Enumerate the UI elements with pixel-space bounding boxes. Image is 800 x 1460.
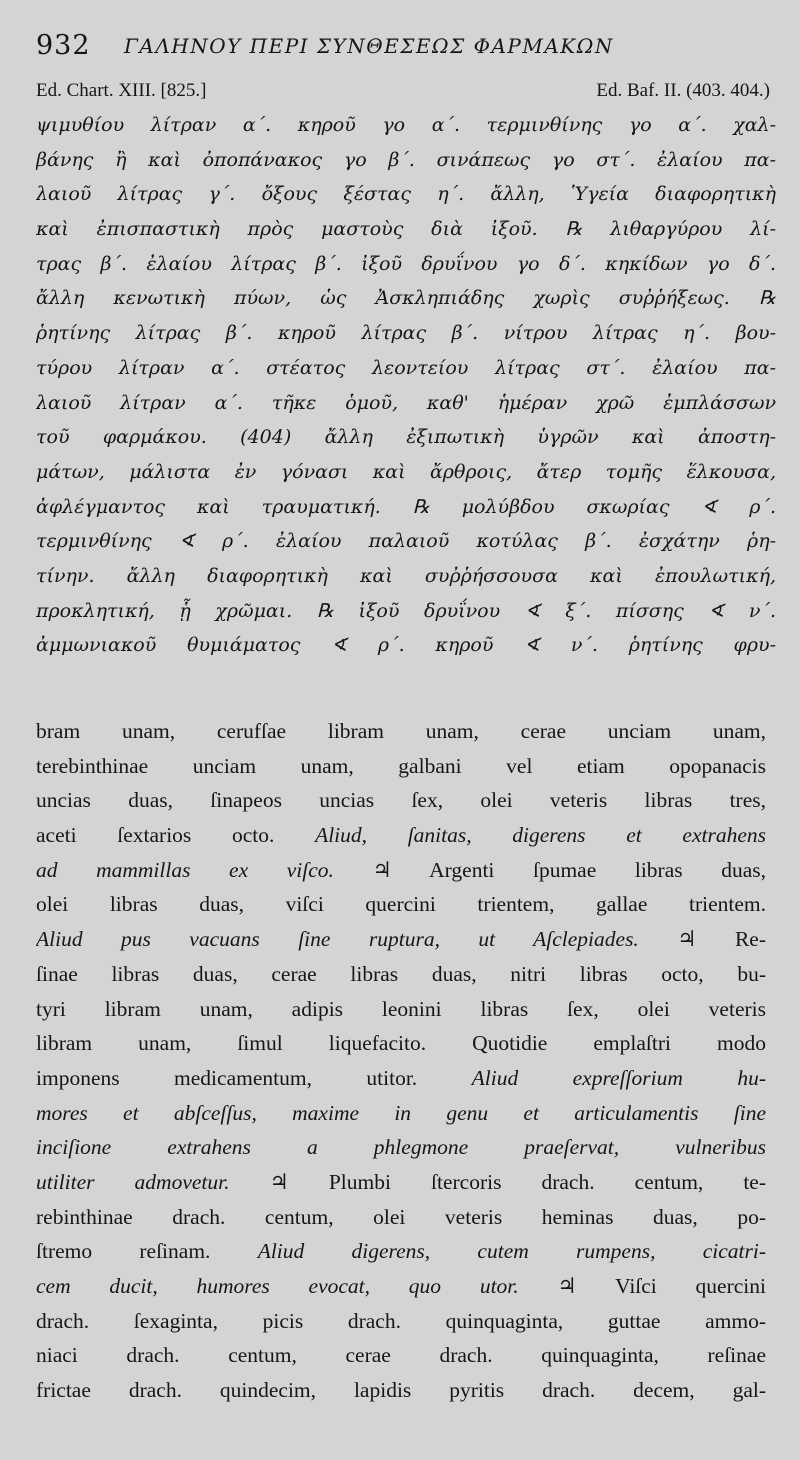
latin-roman-segment: ♃ Argenti ſpumae libras duas, [333, 857, 766, 882]
latin-roman-segment: uncias duas, ſinapeos uncias ſex, olei veteris libras tres, [36, 788, 766, 813]
latin-roman-segment: rebinthinae drach. centum, olei veteris heminas duas, po- [36, 1204, 766, 1229]
latin-italic-segment: Aliud expreſſorium hu- [471, 1065, 766, 1090]
latin-italic-segment: ad mammillas ex viſco. [36, 857, 334, 882]
latin-text-line [36, 992, 766, 1027]
latin-roman-segment: drach. ſexaginta, picis drach. quinquaginta, guttae ammo- [36, 1308, 766, 1333]
edition-reference-line [36, 80, 770, 108]
greek-text-line: τρας β΄. ἐλαίου λίτρας β΄. ἰξοῦ δρυΐνου γο δ΄. κηκίδων γο δ΄. [36, 252, 776, 275]
latin-text-line [36, 853, 766, 888]
latin-roman-segment: ♃ Viſci quercini [518, 1274, 766, 1298]
latin-text-line [36, 1269, 766, 1304]
latin-roman-segment: frictae drach. quindecim, lapidis pyritis drach. decem, gal- [36, 1378, 766, 1403]
latin-text-line [36, 1096, 766, 1131]
greek-text-line: ἄλλη κενωτικὴ πύων, ὡς Ἀσκληπιάδης χωρὶς συῤῥήξεως. ℞ [36, 287, 776, 310]
greek-text-line: βάνης ἢ καὶ ὀποπάνακος γο β΄. σινάπεως γο στ΄. ἐλαίου πα- [36, 148, 776, 171]
latin-text-block [36, 714, 766, 1408]
latin-italic-segment: Aliud digerens, cutem rumpens, cicatri- [257, 1239, 766, 1264]
greek-text-line: ψιμυθίου λίτραν α΄. κηροῦ γο α΄. τερμινθίνης γο α΄. χαλ- [36, 114, 776, 136]
latin-roman-segment: imponens medicamentum, utitor. [36, 1065, 472, 1090]
latin-text-line [36, 957, 766, 992]
latin-italic-segment: Aliud, ſanitas, digerens et extrahens [315, 823, 766, 848]
running-title: ΓΑΛΗΝΟΥ ΠΕΡΙ ΣΥΝΘΕΣΕΩΣ ΦΑΡΜΑΚΩΝ [124, 34, 614, 58]
latin-text-line [36, 1373, 766, 1408]
latin-italic-segment: utiliter admovetur. [36, 1169, 230, 1194]
greek-text-line: τύρου λίτραν α΄. στέατος λεοντείου λίτρας στ΄. ἐλαίου πα- [36, 356, 776, 379]
latin-text-line [36, 887, 766, 922]
latin-text-line [36, 1234, 766, 1269]
greek-text-line: μάτων, μάλιστα ἐν γόνασι καὶ ἄρθροις, ἄτερ τομῆς ἕλκουσα, [36, 460, 776, 483]
latin-roman-segment: tyri libram unam, adipis leonini libras ſex, olei veteris [36, 996, 766, 1021]
latin-italic-segment: cem ducit, humores evocat, quo utor. [36, 1274, 519, 1298]
latin-roman-segment: niaci drach. centum, cerae drach. quinquaginta, reſinae [36, 1343, 766, 1368]
greek-text-line: τοῦ φαρμάκου. (404) ἄλλη ἐξιπωτικὴ ὑγρῶν καὶ ἀποστη- [36, 426, 776, 449]
greek-text-line: λαιοῦ λίτραν α΄. τῆκε ὁμοῦ, καθ' ἡμέραν χρῶ ἐμπλάσσων [36, 391, 776, 414]
latin-text-line [36, 714, 766, 749]
greek-text-line: λαιοῦ λίτρας γ΄. ὄξους ξέστας η΄. ἄλλη, Ὑγεία διαφορητικὴ [36, 183, 776, 206]
latin-text-line [36, 1304, 766, 1339]
latin-text-line [36, 1200, 766, 1235]
edition-reference-basel: Ed. Baf. II. (403. 404.) [596, 80, 770, 101]
latin-text-line [36, 1061, 766, 1096]
latin-text-line [36, 783, 766, 818]
latin-italic-segment: inciſione extrahens a phlegmone praeſervat, vulneribus [36, 1135, 766, 1160]
latin-roman-segment: terebinthinae unciam unam, galbani vel etiam opopanacis [36, 753, 766, 778]
greek-text-line: τίνην. ἄλλη διαφορητικὴ καὶ συῤῥήσσουσα καὶ ἐπουλωτική, [36, 564, 776, 587]
latin-text-line [36, 1026, 766, 1061]
latin-roman-segment: bram unam, cerufſae libram unam, cerae unciam unam, [36, 719, 766, 743]
greek-text-line: τερμινθίνης ∢ ρ΄. ἐλαίου παλαιοῦ κοτύλας β΄. ἐσχάτην ῥη- [36, 530, 776, 553]
latin-text-line [36, 1130, 766, 1165]
latin-text-line [36, 922, 766, 957]
latin-roman-segment: libram unam, ſimul liquefacito. Quotidie emplaſtri modo [36, 1031, 766, 1056]
running-head [36, 30, 776, 70]
latin-roman-segment: ♃ Plumbi ſtercoris drach. centum, te- [229, 1169, 766, 1194]
latin-roman-segment: ♃ Re- [638, 927, 766, 952]
edition-reference-chartier: Ed. Chart. XIII. [825.] [36, 80, 207, 101]
latin-text-line [36, 818, 766, 853]
greek-text-block [36, 108, 776, 663]
latin-italic-segment: mores et abſceſſus, maxime in genu et articulamentis ſine [36, 1100, 766, 1125]
greek-text-line: προκλητική, ᾗ χρῶμαι. ℞ ἰξοῦ δρυΐνου ∢ ξ΄. πίσσης ∢ ν΄. [36, 599, 776, 622]
latin-roman-segment: ſtremo reſinam. [36, 1239, 258, 1264]
latin-text-line [36, 749, 766, 784]
latin-roman-segment: ſinae libras duas, cerae libras duas, nitri libras octo, bu- [36, 961, 766, 986]
latin-roman-segment: olei libras duas, viſci quercini trientem, gallae trientem. [36, 892, 766, 917]
latin-italic-segment: Aliud pus vacuans ſine ruptura, ut Aſclepiades. [36, 927, 639, 952]
greek-text-line: ἀμμωνιακοῦ θυμιάματος ∢ ρ΄. κηροῦ ∢ ν΄. ῥητίνης φρυ- [36, 634, 776, 657]
latin-text-line [36, 1165, 766, 1200]
greek-text-line: ἀφλέγμαντος καὶ τραυματική. ℞ μολύβδου σκωρίας ∢ ρ΄. [36, 495, 776, 518]
page-number: 932 [36, 30, 91, 61]
greek-text-line: καὶ ἐπισπαστικὴ πρὸς μαστοὺς διὰ ἰξοῦ. ℞ λιθαργύρου λί- [36, 218, 776, 241]
latin-roman-segment: aceti ſextarios octo. [36, 823, 316, 848]
latin-text-line [36, 1338, 766, 1373]
greek-text-line: ῥητίνης λίτρας β΄. κηροῦ λίτρας β΄. νίτρου λίτρας η΄. βου- [36, 322, 776, 345]
